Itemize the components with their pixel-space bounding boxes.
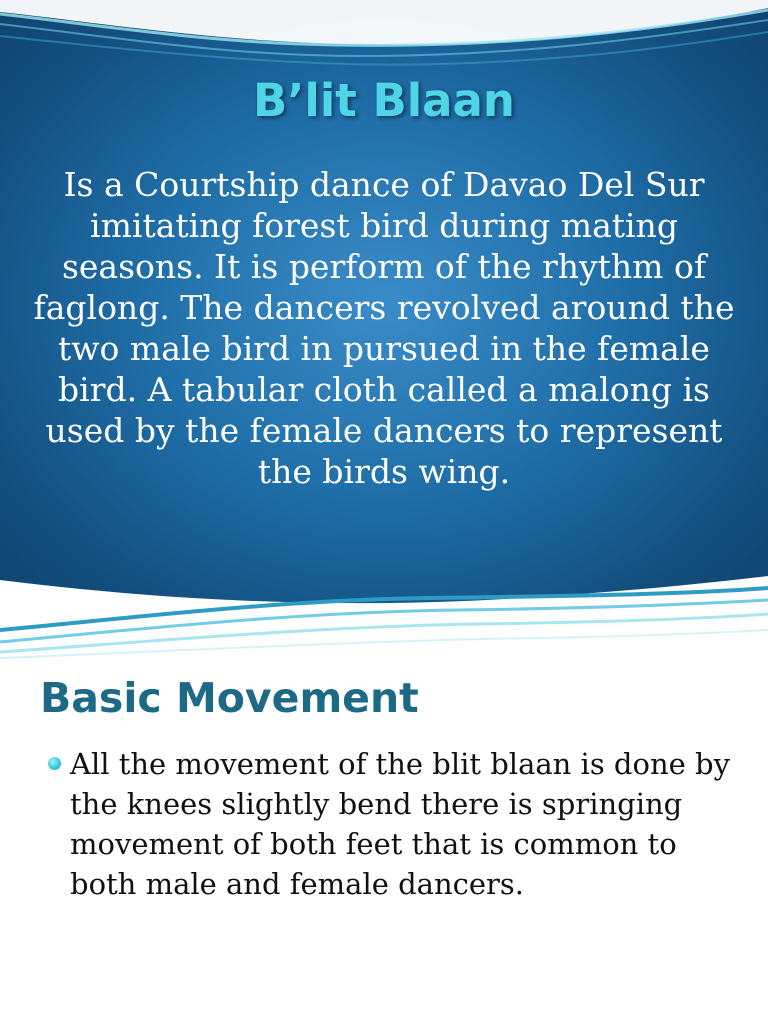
bullet-icon xyxy=(48,757,61,770)
slide-description: Is a Courtship dance of Davao Del Sur imitating forest bird during mating seasons. It is perform of the rhythm of faglong. The dancers revolved around the two male bird in pursued in the female bird. A tabular cloth called a malong is used by the female dancers to represent the birds wing. xyxy=(33,165,735,491)
top-wave-decoration xyxy=(0,0,768,80)
slide-title: B’lit Blaan xyxy=(253,74,515,127)
bottom-wave-decoration xyxy=(0,570,768,660)
bullet-item xyxy=(44,744,734,904)
bullet-text: All the movement of the blit blaan is done by the knees slightly bend there is springing movement of both feet that is common to both male and female dancers. xyxy=(70,747,730,901)
slide-heading: Basic Movement xyxy=(40,674,419,722)
slide-2 xyxy=(0,660,768,1024)
